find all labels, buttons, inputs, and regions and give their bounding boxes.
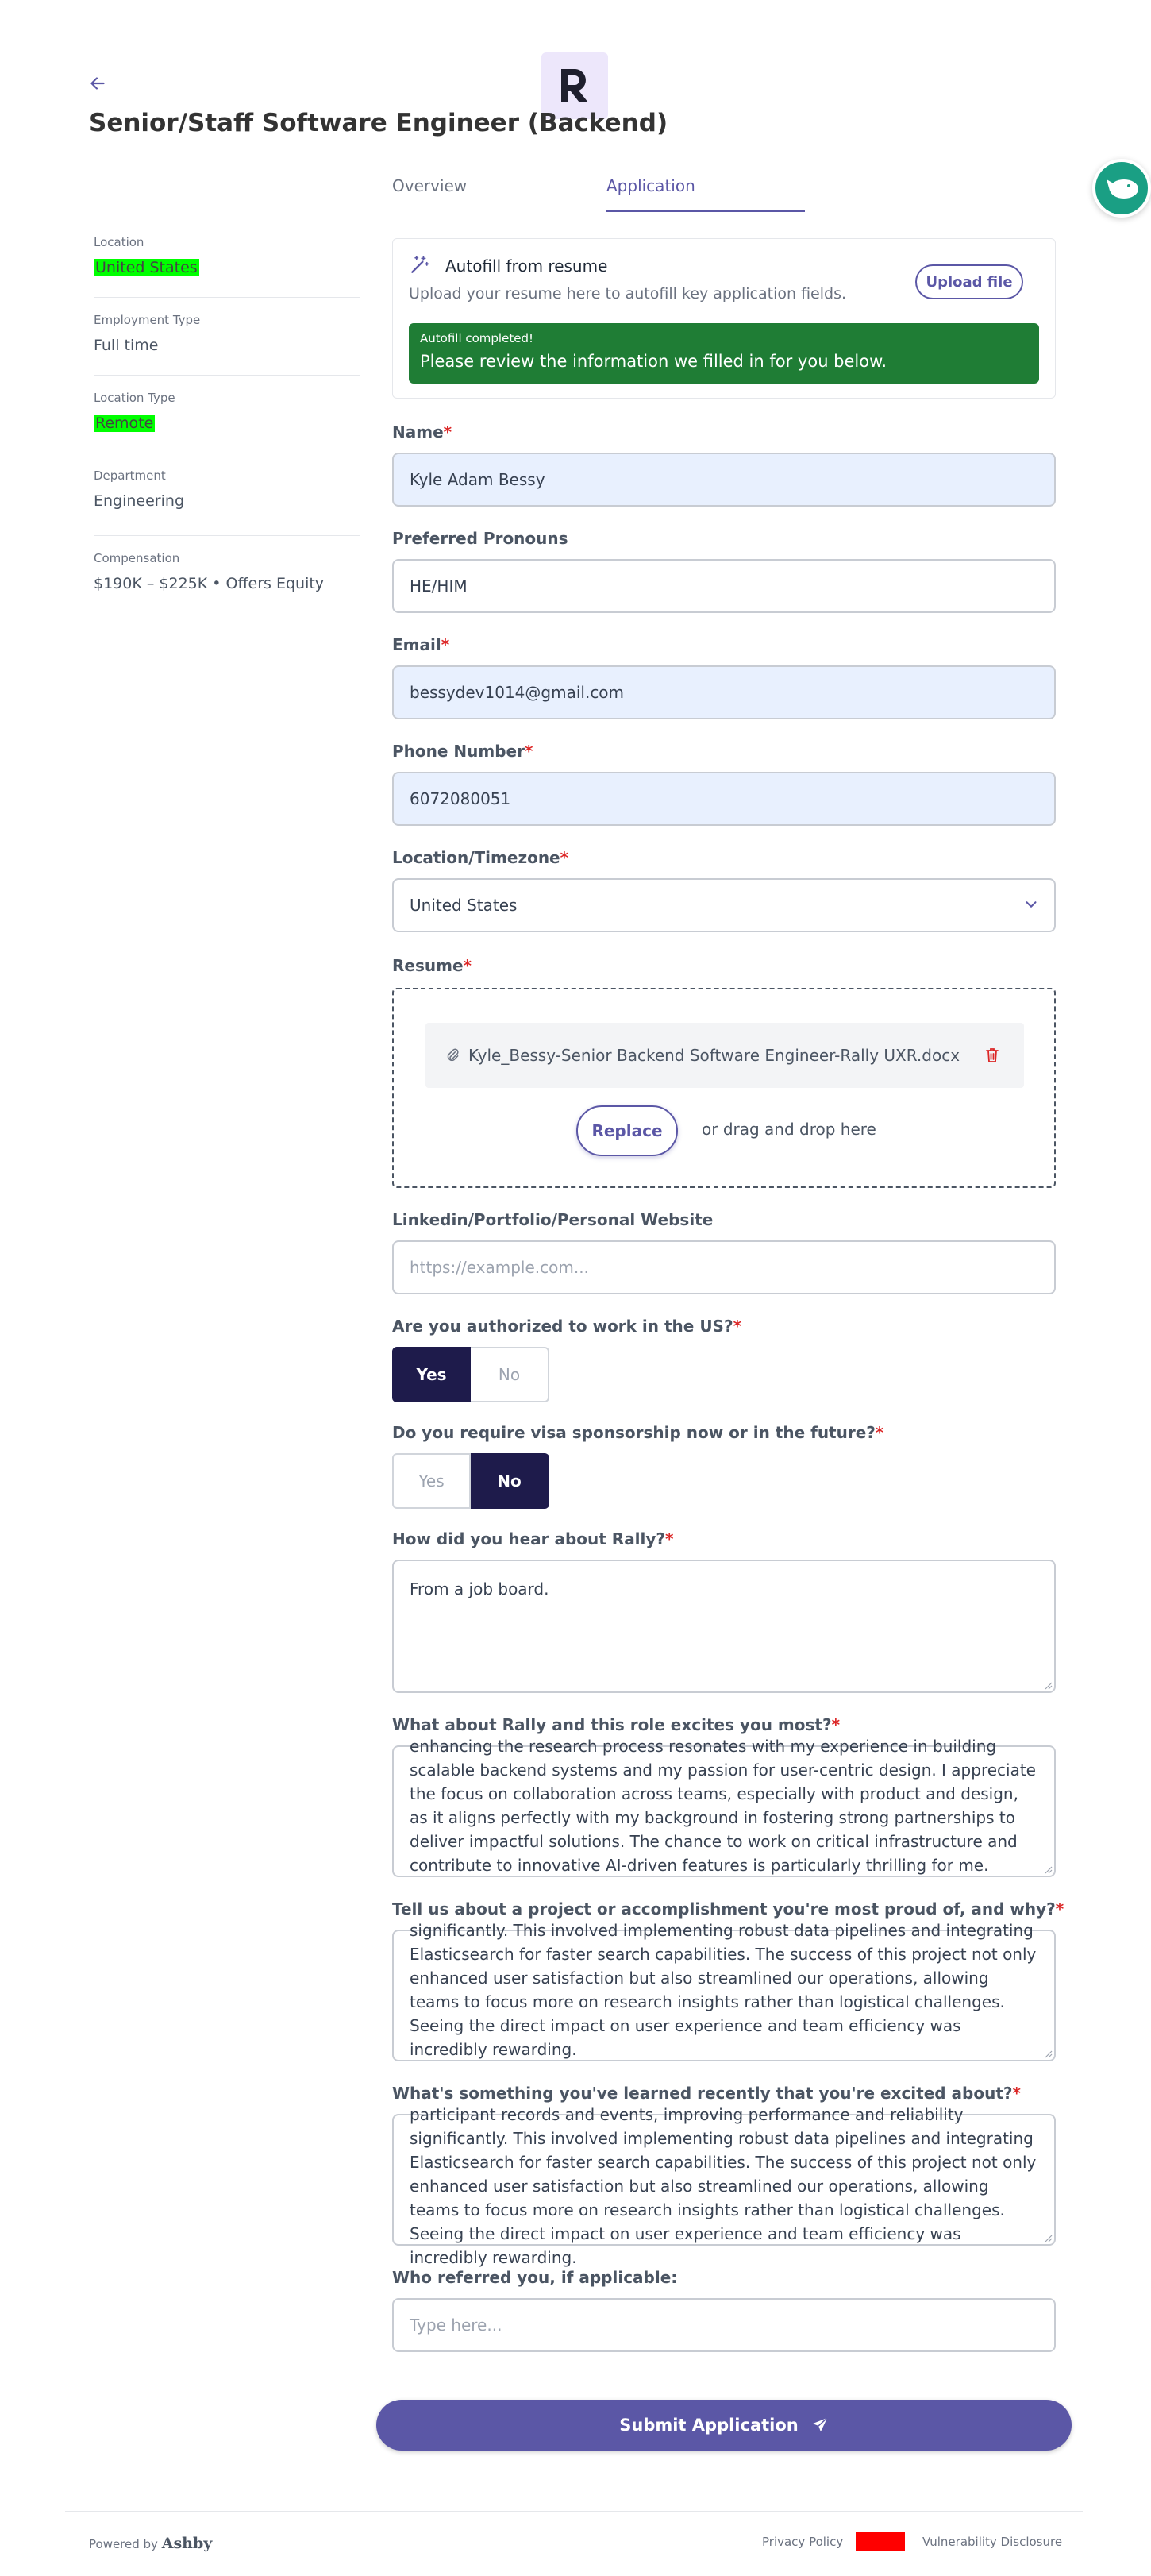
autofill-success-banner: [409, 323, 1039, 384]
pronouns-input[interactable]: HE/HIM: [392, 559, 1056, 613]
visa-no-button[interactable]: No: [471, 1453, 549, 1509]
authorized-yes-button[interactable]: Yes: [392, 1347, 471, 1402]
sidebar-value: Full time: [94, 337, 159, 354]
excites-textarea[interactable]: [392, 1737, 1056, 1877]
sidebar-value: $190K – $225K • Offers Equity: [94, 575, 325, 592]
autofill-card: [392, 238, 1056, 399]
tab-overview[interactable]: Overview: [392, 176, 468, 195]
privacy-policy-link[interactable]: Privacy Policy: [762, 2535, 844, 2549]
sidebar-label: Employment Type: [94, 313, 201, 327]
referred-input[interactable]: Type here...: [392, 2298, 1056, 2352]
learned-label: What's something you've learned recently that you're excited about?*: [392, 2084, 1021, 2103]
redacted-box: [856, 2532, 905, 2551]
hear-about-label: How did you hear about Rally?*: [392, 1529, 674, 1548]
active-tab-indicator: [606, 210, 805, 212]
name-input[interactable]: Kyle Adam Bessy: [392, 453, 1056, 507]
drag-drop-hint: or drag and drop here: [702, 1120, 876, 1139]
sidebar-department: [94, 469, 360, 510]
referred-label: Who referred you, if applicable:: [392, 2268, 678, 2287]
authorized-label: Are you authorized to work in the US?*: [392, 1317, 742, 1336]
resume-label: Resume*: [392, 956, 472, 975]
sidebar-location-type: [94, 391, 360, 432]
location-select-value: United States: [410, 896, 518, 915]
tab-application[interactable]: Application: [606, 176, 695, 195]
resume-file-chip: [425, 1023, 1024, 1088]
sidebar-label: Department: [94, 469, 166, 483]
resize-handle-icon[interactable]: [1043, 1680, 1053, 1690]
proud-textarea[interactable]: [392, 1921, 1056, 2061]
sidebar-compensation: [94, 551, 360, 592]
resize-handle-icon[interactable]: [1043, 1865, 1053, 1874]
paperclip-icon: [445, 1047, 460, 1063]
phone-label: Phone Number*: [392, 742, 533, 761]
visa-label: Do you require visa sponsorship now or in the future?*: [392, 1423, 884, 1442]
hear-about-text: From a job board.: [410, 1579, 549, 1598]
divider: [94, 297, 360, 298]
autofill-title: Autofill from resume: [445, 256, 608, 276]
vulnerability-disclosure-link[interactable]: Vulnerability Disclosure: [922, 2535, 1063, 2549]
learned-text: participant records and events, improving performance and reliability significantly. This involved implementing robust data pipelines and integrating Elasticsearch for faster search capabilities. The success of this project not only enhanced user satisfaction but also streamlined our operations, allowing teams to focus more on research insights rather than logistical challenges. Seeing the direct impact on user experience and team efficiency was incredibly rewarding.: [410, 2105, 1037, 2267]
resize-handle-icon[interactable]: [1043, 2049, 1053, 2058]
chat-widget-icon[interactable]: [1092, 159, 1151, 218]
excites-label: What about Rally and this role excites you most?*: [392, 1715, 841, 1734]
authorized-no-button[interactable]: No: [471, 1347, 549, 1402]
proud-label: Tell us about a project or accomplishment you're most proud of, and why?*: [392, 1899, 1064, 1919]
divider: [94, 535, 360, 536]
sidebar-location: [94, 235, 360, 276]
proud-text: significantly. This involved implementing robust data pipelines and integrating Elasticsearch for faster search capabilities. The success of this project not only enhanced user satisfaction but also streamlined our operations, allowing teams to focus more on research insights rather than logistical challenges. Seeing the direct impact on user experience and team efficiency was incredibly rewarding.: [410, 1921, 1037, 2059]
magic-wand-icon: [409, 255, 429, 276]
email-input[interactable]: bessydev1014@gmail.com: [392, 665, 1056, 719]
submit-label: Submit Application: [619, 2416, 799, 2435]
submit-application-button[interactable]: [376, 2400, 1072, 2451]
visa-yes-button[interactable]: Yes: [392, 1453, 471, 1509]
visa-toggle: [392, 1453, 549, 1509]
sidebar-label: Location Type: [94, 391, 175, 405]
excites-text: enhancing the research process resonates with my experience in building scalable backend systems and my passion for user-centric design. I appreciate the focus on collaboration across teams, especially with product and design, as it aligns perfectly with my background in fostering strong partnerships to deliver impactful solutions. The chance to work on critical infrastructure and contribute to innovative AI-driven features is particularly thrilling for me.: [410, 1737, 1036, 1875]
footer-divider: [65, 2511, 1083, 2512]
sidebar-value: United States: [95, 259, 198, 276]
sidebar-value: Remote: [95, 415, 154, 432]
sidebar-employment-type: [94, 313, 360, 354]
website-input[interactable]: https://example.com...: [392, 1240, 1056, 1294]
powered-by[interactable]: Powered by Ashby: [89, 2535, 213, 2552]
location-select[interactable]: [392, 878, 1056, 932]
back-arrow-icon[interactable]: [87, 73, 108, 94]
banner-heading: Autofill completed!: [420, 331, 533, 345]
email-label: Email*: [392, 635, 450, 654]
hear-about-textarea[interactable]: [392, 1560, 1056, 1693]
resize-handle-icon[interactable]: [1043, 2233, 1053, 2242]
autofill-subtitle: Upload your resume here to autofill key application fields.: [409, 285, 847, 303]
phone-input[interactable]: 6072080051: [392, 772, 1056, 826]
resume-dropzone[interactable]: [392, 988, 1056, 1188]
banner-message: Please review the information we filled in for you below.: [420, 352, 887, 371]
website-label: Linkedin/Portfolio/Personal Website: [392, 1210, 714, 1229]
sidebar-value: Engineering: [94, 492, 184, 510]
name-label: Name*: [392, 422, 452, 442]
send-icon: [811, 2416, 829, 2434]
trash-icon[interactable]: [984, 1047, 1000, 1064]
sidebar-label: Location: [94, 235, 144, 249]
job-title: Senior/Staff Software Engineer (Backend): [89, 109, 668, 137]
ashby-logo: Ashby: [161, 2535, 213, 2552]
location-label: Location/Timezone*: [392, 848, 569, 867]
upload-file-button[interactable]: Upload file: [915, 264, 1023, 299]
pronouns-label: Preferred Pronouns: [392, 529, 568, 548]
authorized-toggle: [392, 1347, 549, 1402]
resume-file-name: Kyle_Bessy-Senior Backend Software Engineer-Rally UXR.docx: [468, 1046, 960, 1065]
chevron-down-icon: [1022, 896, 1040, 913]
replace-resume-button[interactable]: Replace: [576, 1105, 678, 1156]
learned-textarea[interactable]: [392, 2105, 1056, 2267]
divider: [94, 375, 360, 376]
rally-logo-icon: [553, 64, 596, 107]
sidebar-label: Compensation: [94, 551, 180, 565]
